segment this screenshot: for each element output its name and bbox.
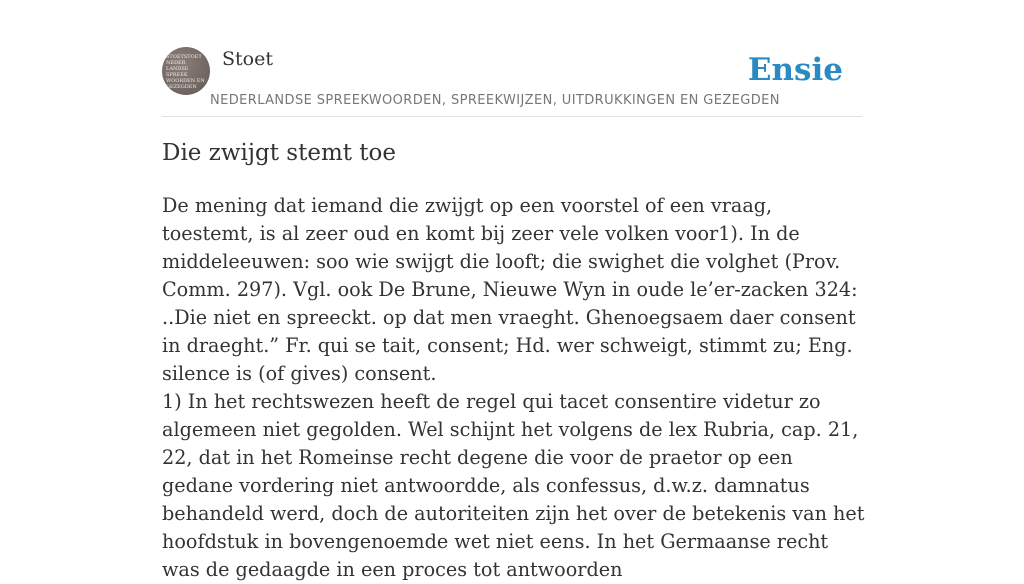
entry-footnote: 1) In het rechtswezen heeft de regel qui tacet consentire videtur zo algemeen niet gegolden. Wel schijnt het volgens de lex Rubria, cap. 21, 22, dat in het Romeinse recht degene die voor de praetor op een gedane vordering niet antwoordde, als confessus, d.w.z. damnatus behandeld werd, doch de autoriteiten zijn het over de betekenis van het hoofdstuk in bovengenoemde wet niet eens. In het Germaanse recht was de gedaagde in een proces tot antwoorden <box>162 390 865 581</box>
author-avatar[interactable] <box>162 47 210 95</box>
avatar-logo-text: STOETSTOET NEDER LANDSE SPREEK WOORDEN EN GEZEGDEN <box>166 54 205 90</box>
site-header <box>162 44 862 117</box>
entry-paragraph: De mening dat iemand die zwijgt op een voorstel of een vraag, toestemt, is al zeer oud en komt bij zeer vele volken voor1). In de middeleeuwen: soo wie swijgt die looft; die swighet die volghet (Prov. Comm. 297). Vgl. ook De Brune, Nieuwe Wyn in oude le’er-zacken 324: ..Die niet en spreeckt. op dat men vraeght. Ghenoegsaem daer consent in draeght.” Fr. qui se tait, consent; Hd. wer schweigt, stimmt zu; Eng. silence is (of gives) consent. <box>162 194 858 385</box>
author-name[interactable]: Stoet <box>222 48 273 70</box>
source-subtitle[interactable]: NEDERLANDSE SPREEKWOORDEN, SPREEKWIJZEN, UITDRUKKINGEN EN GEZEGDEN <box>210 93 780 108</box>
ensie-logo[interactable]: Ensie <box>747 52 843 88</box>
entry-title: Die zwijgt stemt toe <box>162 140 397 166</box>
entry-body <box>162 192 866 584</box>
